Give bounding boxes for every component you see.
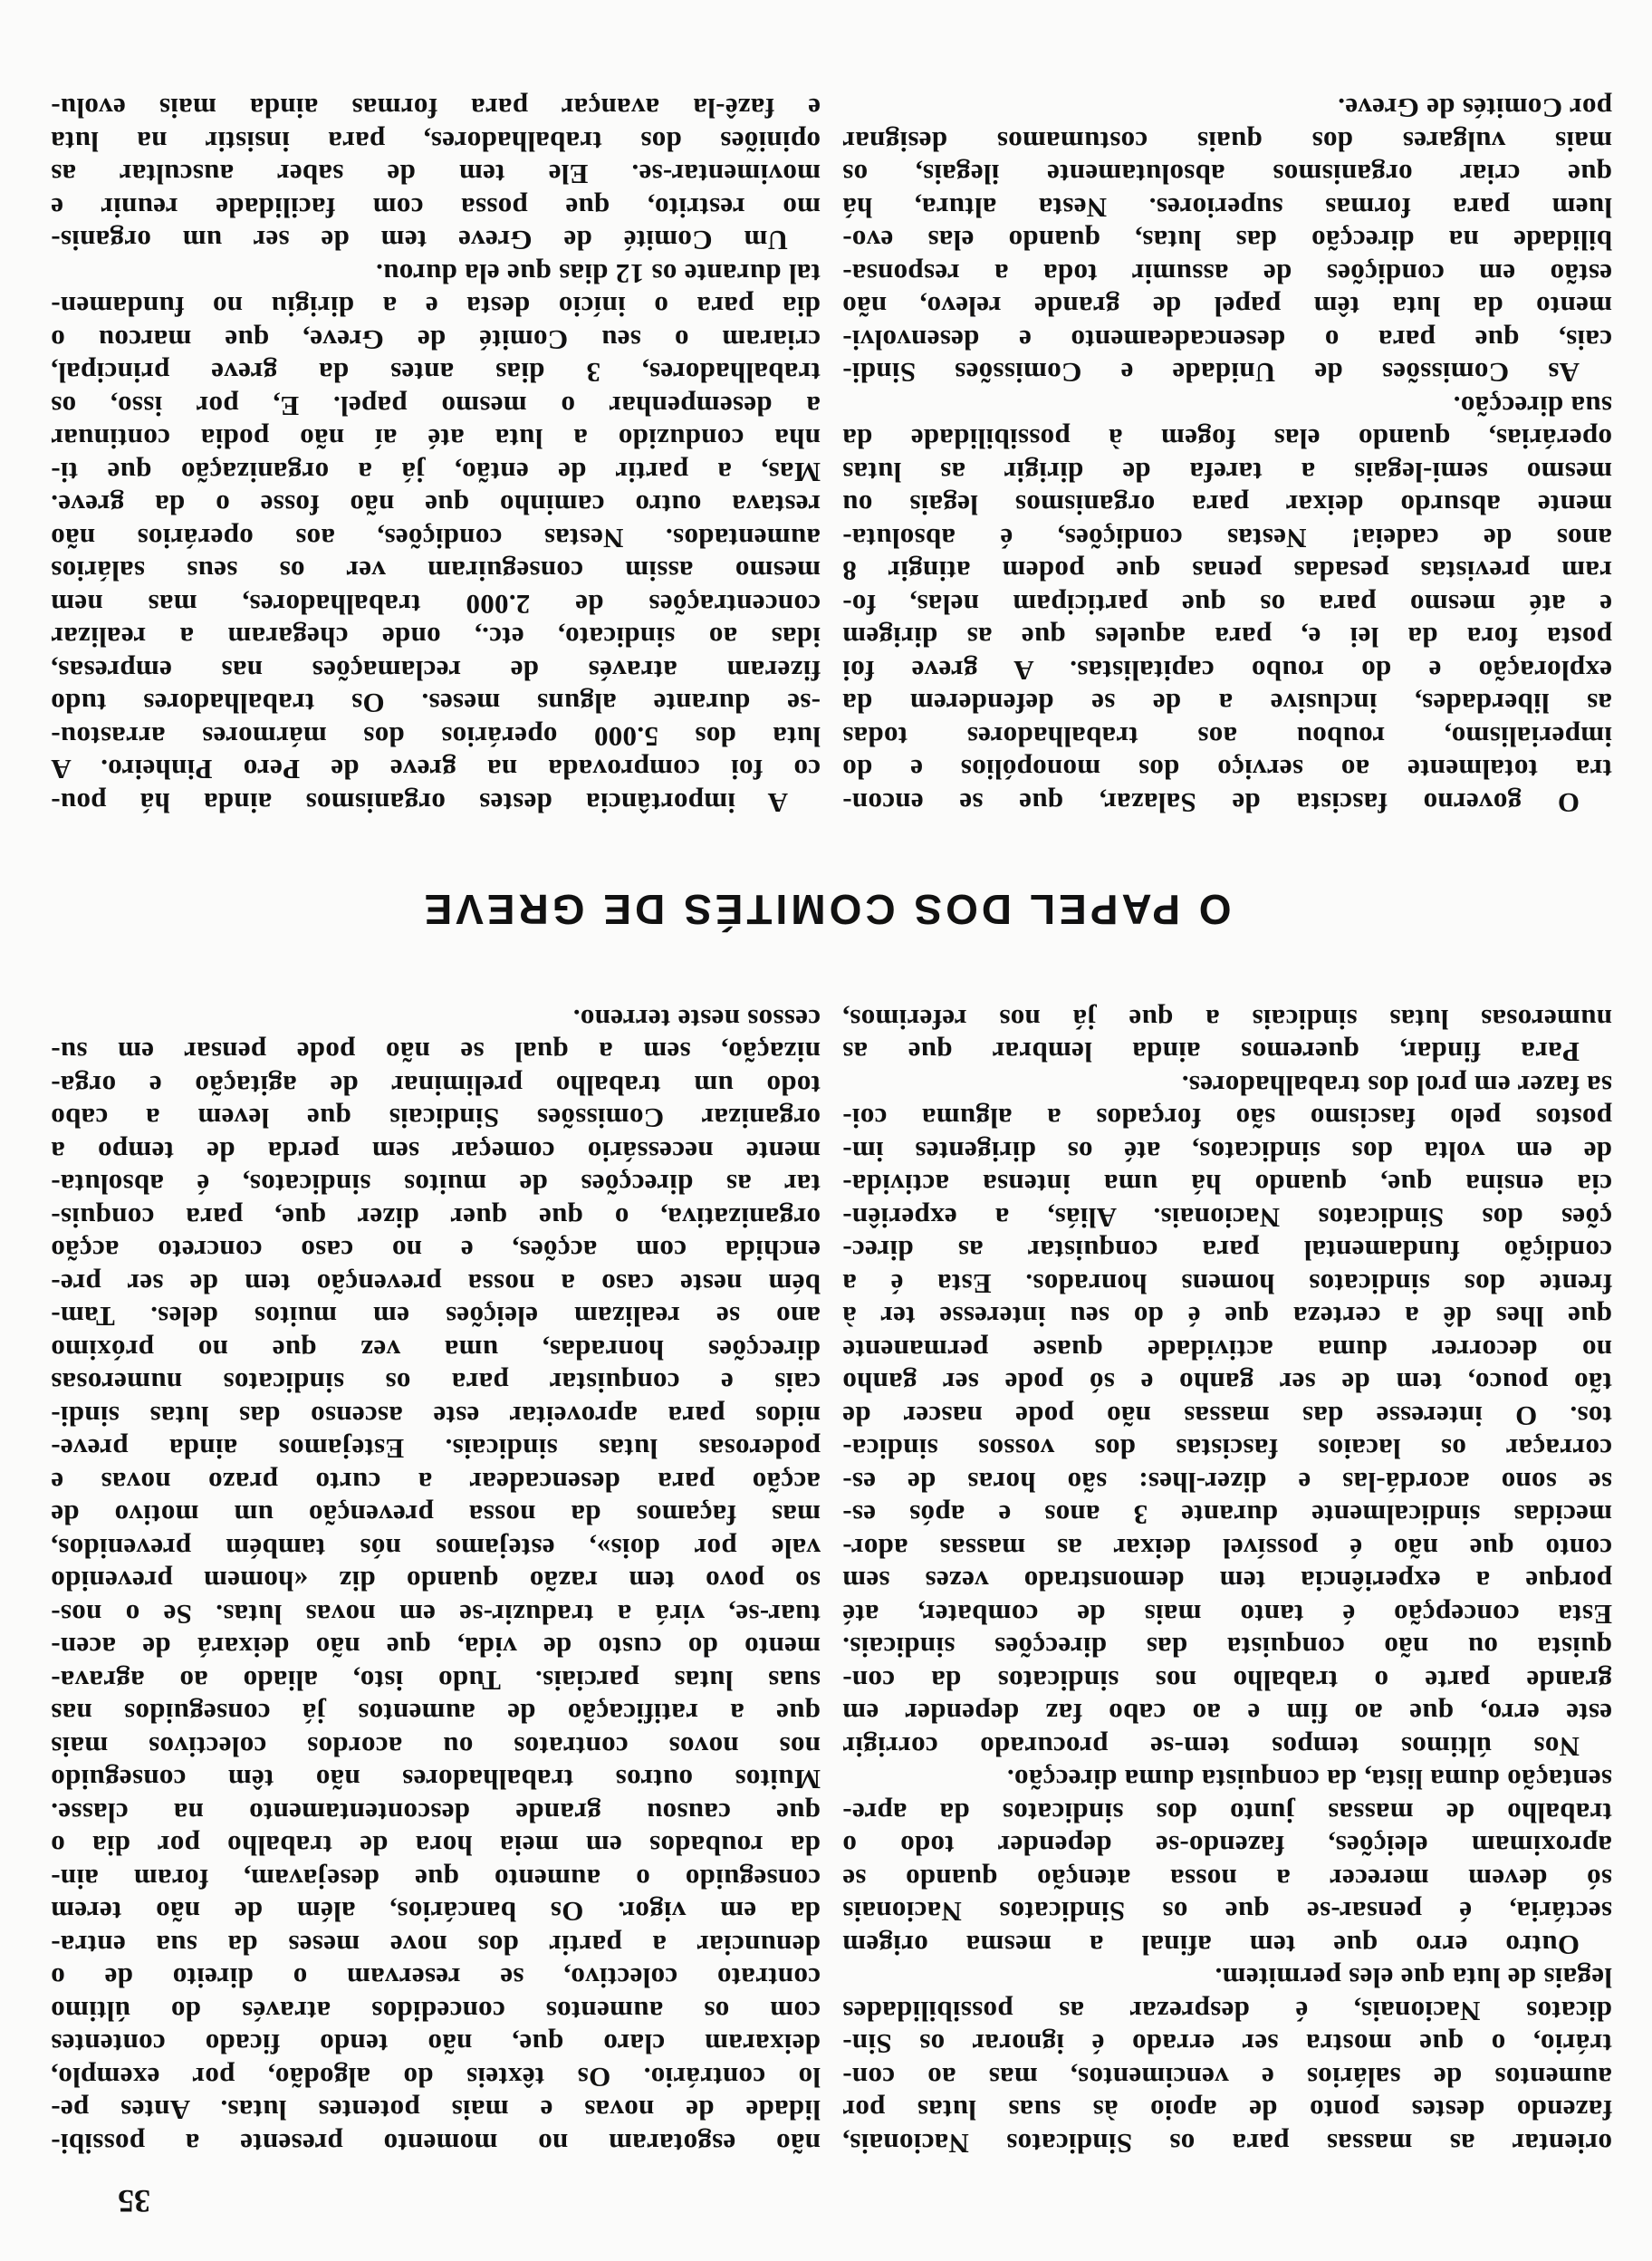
text-line: so povo tem razão quando diz «homem prevenido	[51, 1565, 821, 1598]
text-line: dia para o início desta e a dirigiu no fundamen-	[51, 291, 821, 323]
text-line: movimentar-se. Ele tem de saber auscultar as	[51, 159, 821, 191]
text-line: com os aumentos concedidos através do último	[51, 1996, 821, 2027]
text-line: postos pelo fascismo são forçados a alguma coi-	[842, 1102, 1612, 1135]
text-line: nização, sem a qual se não pode pensar em su-	[51, 1036, 821, 1069]
text-line: condição fundamental para conquistar as direc-	[842, 1235, 1612, 1267]
column-bottom-left	[842, 91, 1612, 819]
text-line: Mas, a partir de então, já a organização que ti-	[51, 457, 821, 488]
text-line: fizeram através de reclamações nas empresas,	[51, 655, 821, 687]
text-line: mento da luta têm papel de grande relevo, não	[842, 291, 1612, 323]
text-line: mais vulgares dos quais costumamos designar	[842, 126, 1612, 158]
text-line: imperialismo, roubou aos trabalhadores todas	[842, 721, 1612, 753]
text-line: organizativa, o que quer dizer que, para conquis-	[51, 1202, 821, 1234]
text-line: que a ratificação de aumentos já conseguidos nas	[51, 1698, 821, 1730]
text-line: suas lutas parciais. Tudo isto, aliado ao agrava-	[51, 1665, 821, 1697]
text-line: este erro, que ao fim e ao cabo faz depender em	[842, 1698, 1612, 1730]
text-line: Nos últimos tempos tem-se procurado corrigir	[842, 1731, 1580, 1763]
text-line: concentrações de 2.000 trabalhadores, mas nem	[51, 589, 821, 621]
text-line: tuar-se, virá a traduzir-se em novas lutas. Se o nos-	[51, 1599, 821, 1631]
text-line: tal durante os 12 dias que ela durou.	[375, 258, 821, 290]
text-line: conto que não é possível deixar as massas ador-	[842, 1533, 1612, 1564]
paragraph	[842, 91, 1612, 390]
text-line: cia ensina que, quando há uma intensa activida-	[842, 1169, 1612, 1201]
text-line: quista ou não conquista das direcções sindicais.	[842, 1631, 1612, 1664]
paragraph	[842, 1069, 1612, 1764]
text-line: fazendo destes ponto de apoio às suas lutas por	[842, 2094, 1612, 2127]
text-line: Muitos outros trabalhadores não têm conseguido	[51, 1764, 821, 1796]
text-line: enchida com acções, e no caso concreto acção	[51, 1235, 821, 1267]
text-line: As Comissões de Unidade e Comissões Sindi-	[842, 357, 1580, 390]
text-line: idas ao sindicato, etc., onde chegaram a realizar	[51, 621, 821, 654]
text-line: Um Comité de Greve tem de ser um organis-	[51, 225, 788, 257]
text-line: sentação duma lista, da conquista duma direcção.	[1006, 1764, 1612, 1796]
text-line: sua direcção.	[1453, 390, 1612, 422]
text-line: mecidas sindicalmente durante 3 anos e após es-	[842, 1499, 1612, 1532]
text-line: Outro erro que tem afinal a mesma origem	[842, 1929, 1580, 1961]
text-line: cessos neste terreno.	[572, 1004, 821, 1035]
text-line: trabalho de massas junto dos sindicatos da apre-	[842, 1797, 1612, 1829]
text-line: todo um trabalho preliminar de agitação e orga-	[51, 1070, 821, 1102]
paragraph	[51, 257, 821, 820]
text-line: ram previstas pesadas penas que podem atingir 8	[842, 555, 1612, 588]
paragraph	[51, 91, 821, 257]
text-line: tos. O interesse das massas não pode nascer de	[842, 1400, 1612, 1432]
column-top-right	[51, 1003, 821, 2160]
text-line: mente necessário começar sem perda de tempo a	[51, 1136, 821, 1168]
text-line: organizar Comissões Sindicais que levem a cabo	[51, 1102, 821, 1135]
text-line: O governo fascista de Salazar, que se encon-	[842, 787, 1580, 819]
text-line: luta dos 5.000 operários dos mármores arrastou-	[51, 721, 821, 753]
text-line: contrato colectivo, se reservam o direito de o	[51, 1962, 821, 1995]
text-line: mo restrito, que possa com facilidade reunir e	[51, 192, 821, 224]
text-line: operárias, quando elas fogem à possibilidade da	[842, 423, 1612, 456]
text-line: aproximam eleições, fazendo-se depender todo o	[842, 1830, 1612, 1862]
text-line: aumentos de salários e vencimentos, mas ao con-	[842, 2062, 1612, 2093]
text-line: acção para desencadear a curto prazo novas e	[51, 1467, 821, 1498]
text-line: cais e conquistar para os sindicatos numerosas	[51, 1367, 821, 1400]
text-line: que causou grande descontentamento na classe.	[51, 1797, 821, 1829]
text-line: que criar organismos absolutamente ilegais, os	[842, 159, 1612, 191]
text-line: vale por dois», estejamos nós também prevenidos,	[51, 1533, 821, 1564]
text-line: mesmo assim conseguiram ver os seus salários	[51, 555, 821, 588]
text-line: de em volta dos sindicatos, até os dirigentes im-	[842, 1136, 1612, 1168]
text-line: trário, o que mostra ser errado é ignorar os Sin-	[842, 2028, 1612, 2061]
paragraph	[842, 390, 1612, 820]
text-line: tar as direcções de muitos sindicatos, é absoluta-	[51, 1169, 821, 1201]
text-line: exploração e do roubo capitalistas. A greve foi	[842, 655, 1612, 687]
article-title: O PAPEL DOS COMITÉS DE GREVE	[420, 886, 1232, 933]
text-line: da em vigor. Os bancários, além de não terem	[51, 1896, 821, 1929]
text-line: restava outro caminho que não fosse o da greve.	[51, 489, 821, 522]
column-bottom-right	[51, 91, 821, 819]
text-line: tão pouco, tem de ser ganho e só pode ser ganho	[842, 1367, 1612, 1400]
text-line: lidade de novas e mais potentes lutas. Antes pe-	[51, 2094, 821, 2127]
text-line: bém neste caso a nossa prevenção tem de ser pre-	[51, 1268, 821, 1300]
text-line: se sono acordá-las e dizer-lhes: são horas de es-	[842, 1467, 1612, 1498]
text-line: não esgotaram no momento presente a possibi-	[51, 2128, 821, 2160]
text-line: nos novos contratos ou acordos colectivos mais	[51, 1731, 821, 1763]
text-line: Para findar, queremos ainda lembrar que as	[842, 1036, 1580, 1069]
text-line: direcções honradas, uma vez que no próximo	[51, 1334, 821, 1366]
text-line: mesmo semi-legais a tarefa de dirigir as lutas	[842, 457, 1612, 488]
text-line: estão em condições de assumir toda a responsa-	[842, 258, 1612, 290]
text-line: Esta concepção é tanto mais de combater, até	[842, 1599, 1612, 1631]
text-line: -se durante alguns meses. Os trabalhadores tudo	[51, 688, 821, 720]
text-line: poderosas lutas sindicais. Estejamos ainda preve-	[51, 1433, 821, 1466]
text-line: frente dos sindicatos homens honrados. Esta é a	[842, 1268, 1612, 1300]
text-line: só devem merecer a nossa atenção quando se	[842, 1863, 1612, 1895]
text-line: numerosas lutas sindicais a que já nos referimos,	[842, 1004, 1612, 1035]
text-line: e fazê-la avançar para formas ainda mais evolu-	[51, 92, 821, 125]
text-line: mente absurdo deixar para organismos legais ou	[842, 489, 1612, 522]
text-line: no decorrer duma actividade quase permanente	[842, 1334, 1612, 1366]
text-line: por Comités de Greve.	[1337, 92, 1612, 125]
text-line: mento do custo de vida, que não deixará de acen-	[51, 1631, 821, 1664]
text-line: criaram o seu Comité de Greve, que marcou o	[51, 324, 821, 356]
text-line: ções dos Sindicatos Nacionais. Aliás, a experiên-	[842, 1202, 1612, 1234]
text-line: grande parte o trabalho nos sindicatos da con-	[842, 1665, 1612, 1697]
text-line: mas façamos da nossa prevenção um motivo de	[51, 1499, 821, 1532]
text-line: porque a experiência tem demonstrado vezes sem	[842, 1565, 1612, 1598]
text-line: co foi comprovada na greve de Pero Pinheiro. A	[51, 754, 821, 786]
text-line: sa fazer em prol dos trabalhadores.	[1181, 1070, 1612, 1102]
text-line: as liberdades, inclusive a de se defenderem da	[842, 688, 1612, 720]
text-line: conseguido o aumento que desejavam, foram ain-	[51, 1863, 821, 1895]
text-line: que lhes dê a certeza que é do seu interesse ter à	[842, 1301, 1612, 1333]
text-line: e até mesmo para os que participam nelas, fo-	[842, 589, 1612, 621]
paragraph	[51, 1003, 821, 2160]
text-line: ano se realizam eleições em muitos deles. Tam-	[51, 1301, 821, 1333]
text-line: corraçar os lacaios fascistas dos vossos sindica-	[842, 1433, 1612, 1466]
text-line: da roubados em meia hora de trabalho por dia o	[51, 1830, 821, 1862]
text-line: sectária, é pensar-se que os Sindicatos Nacionais	[842, 1896, 1612, 1929]
text-line: A importância destes organismos ainda há pou-	[51, 787, 788, 819]
text-line: orientar as massas para os Sindicatos Nacionais,	[842, 2128, 1612, 2160]
text-line: aumentados. Nestas condições, aos operários não	[51, 523, 821, 554]
text-line: opiniões dos trabalhadores, para insistir na luta	[51, 126, 821, 158]
text-line: denunciar a partir dos nove meses da sua entra-	[51, 1929, 821, 1961]
text-line: deixaram claro que, não tendo ficado contentes	[51, 2028, 821, 2061]
text-line: a desempenhar o mesmo papel. E, por isso, os	[51, 390, 821, 422]
text-line: posta fora da lei e, para aqueles que as dirigem	[842, 621, 1612, 654]
paragraph	[842, 1763, 1612, 1961]
column-top-left	[842, 1003, 1612, 2160]
text-line: lo contrário. Os têxteis do algodão, por exemplo,	[51, 2062, 821, 2093]
text-line: anos de cadeia! Nestas condições, é absoluta-	[842, 523, 1612, 554]
text-line: dicatos Nacionais, é desprezar as possibilidades	[842, 1996, 1612, 2027]
paragraph	[842, 1961, 1612, 2160]
paragraph	[842, 1003, 1612, 1069]
text-line: bilidade na direcção das lutas, quando elas evo-	[842, 225, 1612, 257]
text-line: nha conduzido a luta até aí não podia continuar	[51, 423, 821, 456]
page-number: 35	[118, 2183, 150, 2219]
text-line: nidos para aproveitar este ascenso das lutas sindi-	[51, 1400, 821, 1432]
text-line: legais de luta que eles permitem.	[1215, 1962, 1612, 1995]
text-line: cais, que para o desencadeamento e desenvolvi-	[842, 324, 1612, 356]
text-line: luem para formas superiores. Nesta altura, há	[842, 192, 1612, 224]
text-line: tra totalmente ao serviço dos monopólios e do	[842, 754, 1612, 786]
text-line: trabalhadores, 3 dias antes da greve principal,	[51, 357, 821, 390]
